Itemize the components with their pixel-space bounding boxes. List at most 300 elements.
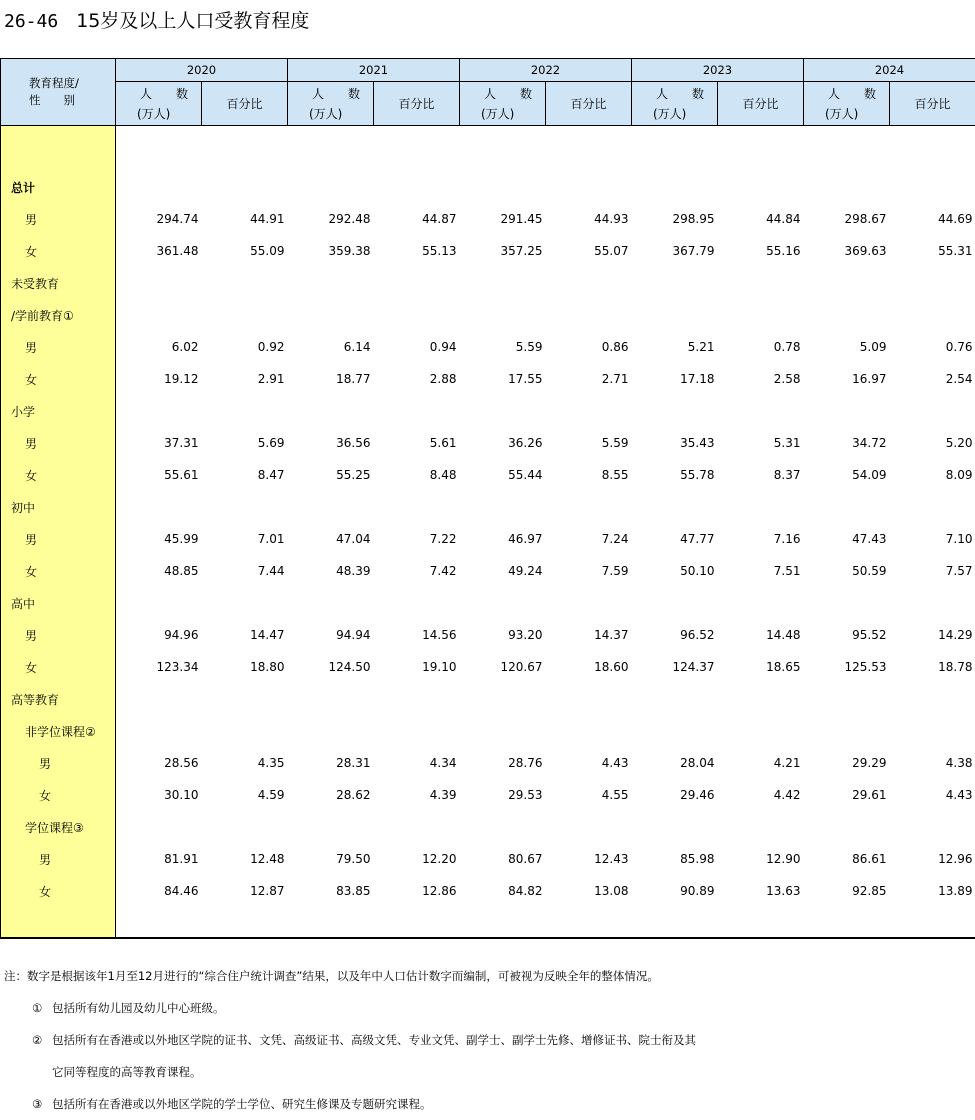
cell-percent (374, 171, 460, 203)
cell-percent (890, 267, 975, 299)
cell-percent: 18.80 (202, 651, 288, 683)
header-percent: 百分比 (890, 82, 975, 126)
cell-persons: 84.46 (116, 875, 202, 907)
cell-persons: 359.38 (288, 235, 374, 267)
cell-percent (374, 267, 460, 299)
note-mark: ① (32, 992, 52, 1024)
row-label: 女 (1, 235, 116, 267)
cell-percent: 55.07 (546, 235, 632, 267)
cell-persons: 37.31 (116, 427, 202, 459)
cell-persons: 125.53 (804, 651, 890, 683)
page-title (4, 6, 309, 36)
cell-persons (116, 811, 202, 843)
cell-percent (374, 299, 460, 331)
row-label: 女 (1, 779, 116, 811)
cell-percent (718, 171, 804, 203)
header-persons (116, 82, 202, 126)
cell-persons (288, 267, 374, 299)
cell-percent (718, 491, 804, 523)
cell-percent (202, 267, 288, 299)
cell-persons: 94.94 (288, 619, 374, 651)
cell-percent (202, 587, 288, 619)
cell-persons (804, 491, 890, 523)
header-year: 2021 (288, 59, 460, 82)
cell-percent: 4.35 (202, 747, 288, 779)
cell-persons: 28.62 (288, 779, 374, 811)
cell-persons (288, 811, 374, 843)
cell-persons (116, 683, 202, 715)
cell-percent (546, 587, 632, 619)
cell-percent: 19.10 (374, 651, 460, 683)
cell-persons: 5.21 (632, 331, 718, 363)
cell-persons (632, 267, 718, 299)
row-label: 学位课程③ (1, 811, 116, 843)
table-row (1, 555, 975, 587)
cell-persons: 17.55 (460, 363, 546, 395)
cell-percent (546, 491, 632, 523)
cell-percent: 8.48 (374, 459, 460, 491)
cell-persons: 357.25 (460, 235, 546, 267)
row-label: 女 (1, 651, 116, 683)
cell-percent (890, 811, 975, 843)
table-row (1, 843, 975, 875)
cell-persons: 90.89 (632, 875, 718, 907)
cell-percent: 7.16 (718, 523, 804, 555)
header-persons (460, 82, 546, 126)
cell-persons: 47.77 (632, 523, 718, 555)
education-table (0, 58, 975, 939)
cell-persons: 55.44 (460, 459, 546, 491)
note-text: 包括所有在香港或以外地区学院的学士学位、研究生修课及专题研究课程。 (52, 1097, 432, 1111)
table-row (1, 619, 975, 651)
table-row (1, 811, 975, 843)
table-body (1, 126, 975, 939)
note-item (4, 1088, 964, 1120)
cell-percent: 14.47 (202, 619, 288, 651)
table-row (1, 395, 975, 427)
header-percent: 百分比 (718, 82, 804, 126)
cell-persons: 81.91 (116, 843, 202, 875)
data-table-container (0, 58, 975, 939)
cell-percent: 2.88 (374, 363, 460, 395)
cell-persons (632, 395, 718, 427)
cell-persons: 46.97 (460, 523, 546, 555)
cell-percent (546, 267, 632, 299)
cell-persons: 50.59 (804, 555, 890, 587)
cell-persons (288, 587, 374, 619)
cell-percent (374, 811, 460, 843)
cell-persons (632, 587, 718, 619)
cell-persons (288, 683, 374, 715)
cell-percent: 4.42 (718, 779, 804, 811)
cell-percent (374, 683, 460, 715)
header-persons-label: 人 数 (140, 84, 201, 104)
cell-persons (460, 395, 546, 427)
header-persons-label: 人 数 (828, 84, 889, 104)
cell-percent: 7.59 (546, 555, 632, 587)
cell-percent: 8.47 (202, 459, 288, 491)
note-item (4, 1024, 964, 1056)
cell-percent (718, 587, 804, 619)
table-row (1, 363, 975, 395)
cell-percent (546, 171, 632, 203)
cell-percent: 12.96 (890, 843, 975, 875)
cell-percent (546, 299, 632, 331)
cell-persons: 369.63 (804, 235, 890, 267)
cell-percent (374, 715, 460, 747)
cell-percent: 5.20 (890, 427, 975, 459)
row-label: 总计 (1, 171, 116, 203)
cell-percent (374, 587, 460, 619)
cell-persons: 29.29 (804, 747, 890, 779)
table-row (1, 427, 975, 459)
table-row (1, 651, 975, 683)
row-label: /学前教育① (1, 299, 116, 331)
cell-persons: 96.52 (632, 619, 718, 651)
row-label: 男 (1, 843, 116, 875)
cell-percent: 4.39 (374, 779, 460, 811)
cell-persons: 55.78 (632, 459, 718, 491)
cell-persons: 34.72 (804, 427, 890, 459)
cell-percent (718, 299, 804, 331)
cell-persons: 120.67 (460, 651, 546, 683)
cell-persons (460, 715, 546, 747)
cell-persons: 298.67 (804, 203, 890, 235)
cell-percent: 0.76 (890, 331, 975, 363)
cell-percent: 7.01 (202, 523, 288, 555)
cell-persons: 298.95 (632, 203, 718, 235)
cell-persons: 29.61 (804, 779, 890, 811)
cell-persons: 16.97 (804, 363, 890, 395)
table-row (1, 523, 975, 555)
cell-persons (632, 683, 718, 715)
cell-percent: 7.51 (718, 555, 804, 587)
cell-percent: 13.08 (546, 875, 632, 907)
table-row (1, 299, 975, 331)
cell-persons: 294.74 (116, 203, 202, 235)
cell-percent (890, 715, 975, 747)
header-year: 2022 (460, 59, 632, 82)
row-label: 男 (1, 747, 116, 779)
cell-percent: 2.91 (202, 363, 288, 395)
cell-persons: 30.10 (116, 779, 202, 811)
note-text: 它同等程度的高等教育课程。 (52, 1065, 202, 1079)
cell-persons: 18.77 (288, 363, 374, 395)
note-mark: ② (32, 1024, 52, 1056)
row-label: 女 (1, 555, 116, 587)
cell-persons (288, 171, 374, 203)
cell-persons (116, 267, 202, 299)
cell-percent (890, 395, 975, 427)
cell-percent: 18.60 (546, 651, 632, 683)
row-label: 小学 (1, 395, 116, 427)
cell-persons: 35.43 (632, 427, 718, 459)
table-row (1, 779, 975, 811)
table-row (1, 747, 975, 779)
row-label: 男 (1, 523, 116, 555)
cell-percent (718, 395, 804, 427)
cell-persons (116, 491, 202, 523)
table-row (1, 235, 975, 267)
cell-persons (116, 587, 202, 619)
header-persons-unit: (万人) (309, 104, 373, 124)
cell-percent: 2.58 (718, 363, 804, 395)
cell-percent: 12.48 (202, 843, 288, 875)
header-persons-unit: (万人) (137, 104, 201, 124)
cell-persons: 48.39 (288, 555, 374, 587)
row-label: 女 (1, 459, 116, 491)
row-label: 男 (1, 427, 116, 459)
cell-percent: 2.54 (890, 363, 975, 395)
cell-persons (460, 811, 546, 843)
cell-percent (202, 395, 288, 427)
cell-percent (890, 587, 975, 619)
header-percent: 百分比 (374, 82, 460, 126)
cell-persons (460, 683, 546, 715)
header-persons-unit: (万人) (481, 104, 545, 124)
note-text: 包括所有在香港或以外地区学院的证书、文凭、高级证书、高级文凭、专业文凭、副学士、副学士先修、增修证书、院士衔及其 (52, 1033, 696, 1047)
cell-persons (288, 715, 374, 747)
row-label: 非学位课程② (1, 715, 116, 747)
cell-percent (546, 395, 632, 427)
cell-persons: 47.04 (288, 523, 374, 555)
cell-persons: 83.85 (288, 875, 374, 907)
cell-persons: 28.76 (460, 747, 546, 779)
cell-persons (288, 299, 374, 331)
header-year: 2023 (632, 59, 804, 82)
cell-persons (804, 267, 890, 299)
cell-percent: 4.34 (374, 747, 460, 779)
cell-persons (804, 299, 890, 331)
cell-persons: 28.56 (116, 747, 202, 779)
cell-percent: 5.31 (718, 427, 804, 459)
table-number: 26-46 (4, 11, 58, 32)
cell-persons (288, 491, 374, 523)
cell-percent (718, 683, 804, 715)
header-persons-unit: (万人) (653, 104, 717, 124)
cell-persons: 17.18 (632, 363, 718, 395)
note-mark: ③ (32, 1088, 52, 1120)
cell-percent (718, 811, 804, 843)
cell-persons: 361.48 (116, 235, 202, 267)
cell-persons: 49.24 (460, 555, 546, 587)
cell-percent: 2.71 (546, 363, 632, 395)
cell-persons: 45.99 (116, 523, 202, 555)
notes-section (4, 960, 964, 1120)
cell-persons (116, 395, 202, 427)
cell-persons (804, 715, 890, 747)
cell-percent: 12.90 (718, 843, 804, 875)
cell-percent: 4.55 (546, 779, 632, 811)
cell-percent (374, 491, 460, 523)
table-row (1, 459, 975, 491)
row-label: 男 (1, 203, 116, 235)
cell-percent (374, 395, 460, 427)
row-label: 高等教育 (1, 683, 116, 715)
cell-persons (632, 715, 718, 747)
cell-persons: 86.61 (804, 843, 890, 875)
table-row (1, 683, 975, 715)
cell-persons: 55.61 (116, 459, 202, 491)
cell-percent: 12.20 (374, 843, 460, 875)
note-text: 包括所有幼儿园及幼儿中心班级。 (52, 1001, 225, 1015)
cell-persons: 92.85 (804, 875, 890, 907)
cell-persons (804, 171, 890, 203)
header-persons (632, 82, 718, 126)
cell-percent: 44.69 (890, 203, 975, 235)
corner-line2: 性 别 (29, 92, 115, 109)
cell-persons: 36.26 (460, 427, 546, 459)
cell-persons: 6.14 (288, 331, 374, 363)
cell-persons: 29.53 (460, 779, 546, 811)
table-row (1, 171, 975, 203)
cell-persons (116, 171, 202, 203)
cell-percent: 7.44 (202, 555, 288, 587)
table-row (1, 331, 975, 363)
cell-persons: 85.98 (632, 843, 718, 875)
corner-line1: 教育程度/ (29, 75, 115, 92)
cell-persons (632, 299, 718, 331)
cell-persons: 80.67 (460, 843, 546, 875)
cell-percent: 7.22 (374, 523, 460, 555)
table-row (1, 267, 975, 299)
cell-persons (460, 587, 546, 619)
cell-persons: 28.04 (632, 747, 718, 779)
cell-persons: 93.20 (460, 619, 546, 651)
cell-percent: 7.57 (890, 555, 975, 587)
cell-percent: 18.78 (890, 651, 975, 683)
table-title: 15岁及以上人口受教育程度 (76, 10, 309, 32)
cell-persons: 36.56 (288, 427, 374, 459)
cell-persons (804, 587, 890, 619)
cell-percent: 4.21 (718, 747, 804, 779)
note-item (4, 992, 964, 1024)
cell-percent: 0.92 (202, 331, 288, 363)
cell-persons: 5.09 (804, 331, 890, 363)
header-corner (1, 59, 116, 126)
cell-percent (546, 683, 632, 715)
cell-percent (546, 715, 632, 747)
cell-percent: 55.31 (890, 235, 975, 267)
cell-persons (460, 267, 546, 299)
table-row (1, 715, 975, 747)
cell-percent: 12.86 (374, 875, 460, 907)
cell-percent: 44.84 (718, 203, 804, 235)
header-persons-unit: (万人) (825, 104, 889, 124)
cell-persons: 5.59 (460, 331, 546, 363)
cell-persons: 94.96 (116, 619, 202, 651)
header-percent: 百分比 (546, 82, 632, 126)
row-label: 未受教育 (1, 267, 116, 299)
header-percent: 百分比 (202, 82, 288, 126)
table-row (1, 875, 975, 907)
cell-persons: 28.31 (288, 747, 374, 779)
cell-percent (718, 267, 804, 299)
row-label: 初中 (1, 491, 116, 523)
cell-persons: 124.50 (288, 651, 374, 683)
cell-persons (804, 683, 890, 715)
cell-percent: 12.87 (202, 875, 288, 907)
header-persons (288, 82, 374, 126)
header-year: 2020 (116, 59, 288, 82)
cell-percent: 44.91 (202, 203, 288, 235)
cell-percent (202, 491, 288, 523)
cell-percent: 18.65 (718, 651, 804, 683)
cell-persons: 6.02 (116, 331, 202, 363)
row-label: 高中 (1, 587, 116, 619)
cell-percent: 55.09 (202, 235, 288, 267)
cell-percent: 0.78 (718, 331, 804, 363)
cell-percent: 55.13 (374, 235, 460, 267)
cell-persons: 124.37 (632, 651, 718, 683)
cell-percent: 44.93 (546, 203, 632, 235)
cell-persons: 54.09 (804, 459, 890, 491)
cell-persons: 291.45 (460, 203, 546, 235)
cell-percent: 4.43 (890, 779, 975, 811)
cell-percent: 55.16 (718, 235, 804, 267)
header-persons-label: 人 数 (656, 84, 717, 104)
row-label: 男 (1, 331, 116, 363)
cell-persons: 367.79 (632, 235, 718, 267)
header-year: 2024 (804, 59, 975, 82)
note-item (4, 1056, 964, 1088)
cell-percent: 0.86 (546, 331, 632, 363)
cell-persons: 95.52 (804, 619, 890, 651)
cell-percent: 5.69 (202, 427, 288, 459)
cell-percent: 13.89 (890, 875, 975, 907)
cell-persons: 84.82 (460, 875, 546, 907)
cell-persons (632, 811, 718, 843)
cell-percent: 4.43 (546, 747, 632, 779)
cell-percent (890, 683, 975, 715)
cell-percent (718, 715, 804, 747)
cell-persons (804, 395, 890, 427)
cell-persons: 79.50 (288, 843, 374, 875)
cell-persons (288, 395, 374, 427)
cell-persons (460, 171, 546, 203)
header-persons (804, 82, 890, 126)
cell-percent (202, 299, 288, 331)
cell-percent (890, 491, 975, 523)
label-spacer (1, 907, 116, 938)
cell-percent: 44.87 (374, 203, 460, 235)
cell-percent: 8.55 (546, 459, 632, 491)
cell-percent: 14.37 (546, 619, 632, 651)
cell-percent: 12.43 (546, 843, 632, 875)
cell-percent: 4.38 (890, 747, 975, 779)
row-label: 男 (1, 619, 116, 651)
header-persons-label: 人 数 (484, 84, 545, 104)
cell-persons (460, 299, 546, 331)
cell-persons (460, 491, 546, 523)
cell-persons (116, 715, 202, 747)
cell-percent (546, 811, 632, 843)
cell-percent (202, 811, 288, 843)
cell-percent (890, 299, 975, 331)
cell-percent (202, 715, 288, 747)
cell-percent: 7.10 (890, 523, 975, 555)
cell-persons (632, 491, 718, 523)
cell-percent: 13.63 (718, 875, 804, 907)
cell-persons (116, 299, 202, 331)
note-main: 注：数字是根据该年1月至12月进行的“综合住户统计调查”结果，以及年中人口估计数字而编制，可被视为反映全年的整体情况。 (4, 960, 964, 992)
cell-persons: 50.10 (632, 555, 718, 587)
cell-persons: 29.46 (632, 779, 718, 811)
cell-persons (804, 811, 890, 843)
cell-persons: 55.25 (288, 459, 374, 491)
cell-persons (632, 171, 718, 203)
cell-percent (202, 171, 288, 203)
